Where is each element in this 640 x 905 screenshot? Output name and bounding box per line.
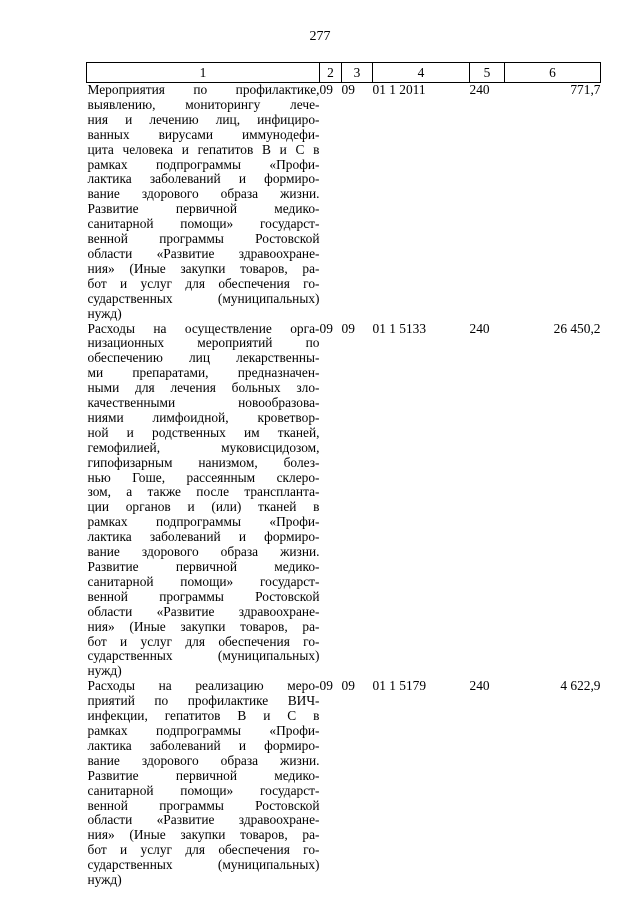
expense-name-line: ными для лечения больных зло- (87, 380, 320, 396)
expense-name-line: ния» (Иные закупки товаров, ра- (87, 618, 320, 634)
expense-name-line: ванных вирусами иммунодефи- (87, 126, 320, 142)
subsection-code-cell: 09 (341, 678, 355, 694)
expense-name-line: вание здорового образа жизни. (87, 186, 320, 202)
expense-name-line: низационных мероприятий по (87, 335, 320, 351)
expense-name-line: Расходы на осуществление орга- (87, 320, 320, 336)
subsection-code-cell: 09 (341, 320, 355, 336)
expense-name-line: рамках подпрограммы «Профи- (87, 722, 320, 738)
expense-name-line: нью Гоше, рассеянным склеро- (87, 469, 320, 485)
expense-name-line: Развитие первичной медико- (87, 201, 320, 217)
expense-name-line: качественными новообразова- (87, 395, 320, 411)
expense-name-line: санитарной помощи» государст- (87, 216, 320, 232)
table-row (87, 83, 601, 322)
expense-name-line: санитарной помощи» государст- (87, 782, 320, 798)
table-row (87, 322, 601, 680)
expense-name-line: сударственных (муниципальных) (87, 648, 320, 664)
page-number: 277 (309, 29, 331, 44)
expense-name-line: зом, а также после транспланта- (87, 484, 320, 500)
subsection-code-cell: 09 (341, 82, 355, 97)
expense-name-line: нужд) (87, 872, 122, 888)
expense-name-line: ния» (Иные закупки товаров, ра- (87, 260, 320, 276)
expense-name-line: лактика заболеваний и формиро- (87, 737, 320, 753)
amount-cell: 4 622,9 (560, 678, 601, 694)
expense-name-line: гипофизарным нанизмом, болез- (87, 454, 320, 470)
expense-name-line: нужд) (87, 663, 122, 679)
target-article-cell: 01 1 5179 (372, 678, 427, 694)
expense-name-line: инфекции, гепатитов В и С в (87, 708, 320, 724)
target-article-cell: 01 1 5133 (372, 320, 427, 336)
table-body (87, 83, 601, 888)
table-header-row (87, 63, 601, 83)
header-col-1: 1 (87, 63, 320, 83)
expense-name-line: обеспечению лиц лекарственны- (87, 350, 320, 366)
expense-name-line: бот и услуг для обеспечения го- (87, 633, 320, 649)
expense-name-line: приятий по профилактике ВИЧ- (87, 693, 320, 709)
expense-type-cell: 240 (469, 320, 490, 336)
expense-name-cell (87, 322, 320, 680)
expense-name-line: лактика заболеваний и формиро- (87, 529, 320, 545)
expense-name-line: области «Развитие здравоохране- (87, 812, 320, 828)
expense-name-line: цита человека и гепатитов В и С в (87, 141, 320, 157)
section-code-cell: 09 (319, 678, 333, 694)
table-row (87, 679, 601, 888)
expense-name-cell (87, 679, 320, 888)
header-col-3: 3 (342, 63, 373, 83)
section-code-cell: 09 (319, 82, 333, 97)
expense-name-line: ниями лимфоидной, кроветвор- (87, 409, 320, 425)
expense-name-line: нужд) (87, 305, 122, 321)
expense-type-cell: 240 (469, 82, 490, 97)
expense-name-line: ния и лечению лиц, инфициро- (87, 111, 320, 127)
header-col-5: 5 (470, 63, 505, 83)
expense-name-line: бот и услуг для обеспечения го- (87, 275, 320, 291)
expense-name-line: венной программы Ростовской (87, 797, 320, 813)
expense-name-line: области «Развитие здравоохране- (87, 603, 320, 619)
expense-name-line: гемофилией, муковисцидозом, (87, 439, 320, 455)
expense-name-line: ми препаратами, предназначен- (87, 365, 320, 381)
header-col-2: 2 (320, 63, 342, 83)
budget-table (86, 62, 601, 888)
expense-name-line: вание здорового образа жизни. (87, 752, 320, 768)
expense-name-line: бот и услуг для обеспечения го- (87, 842, 320, 858)
expense-name-line: венной программы Ростовской (87, 231, 320, 247)
expense-name-line: сударственных (муниципальных) (87, 857, 320, 873)
expense-name-line: ния» (Иные закупки товаров, ра- (87, 827, 320, 843)
expense-name-line: сударственных (муниципальных) (87, 290, 320, 306)
expense-name-line: ции органов и (или) тканей в (87, 499, 320, 515)
expense-name-line: Расходы на реализацию меро- (87, 678, 320, 694)
expense-name-line: Развитие первичной медико- (87, 767, 320, 783)
expense-name-line: рамках подпрограммы «Профи- (87, 156, 320, 172)
amount-cell: 26 450,2 (553, 320, 601, 336)
expense-name-line: выявлению, мониторингу лече- (87, 96, 320, 112)
expense-type-cell: 240 (469, 678, 490, 694)
expense-name-line: вание здорового образа жизни. (87, 544, 320, 560)
expense-name-line: ной и родственных им тканей, (87, 424, 320, 440)
expense-name-cell (87, 83, 320, 322)
amount-cell: 771,7 (570, 82, 601, 97)
expense-name-line: области «Развитие здравоохране- (87, 245, 320, 261)
expense-name-line: Развитие первичной медико- (87, 559, 320, 574)
expense-name-line: рамках подпрограммы «Профи- (87, 514, 320, 530)
expense-name-line: Мероприятия по профилактике, (87, 82, 320, 97)
expense-name-line: лактика заболеваний и формиро- (87, 171, 320, 187)
section-code-cell: 09 (319, 320, 333, 336)
header-col-6: 6 (505, 63, 601, 83)
expense-name-line: санитарной помощи» государст- (87, 573, 320, 589)
header-col-4: 4 (373, 63, 470, 83)
target-article-cell: 01 1 2011 (372, 82, 426, 97)
expense-name-line: венной программы Ростовской (87, 588, 320, 604)
